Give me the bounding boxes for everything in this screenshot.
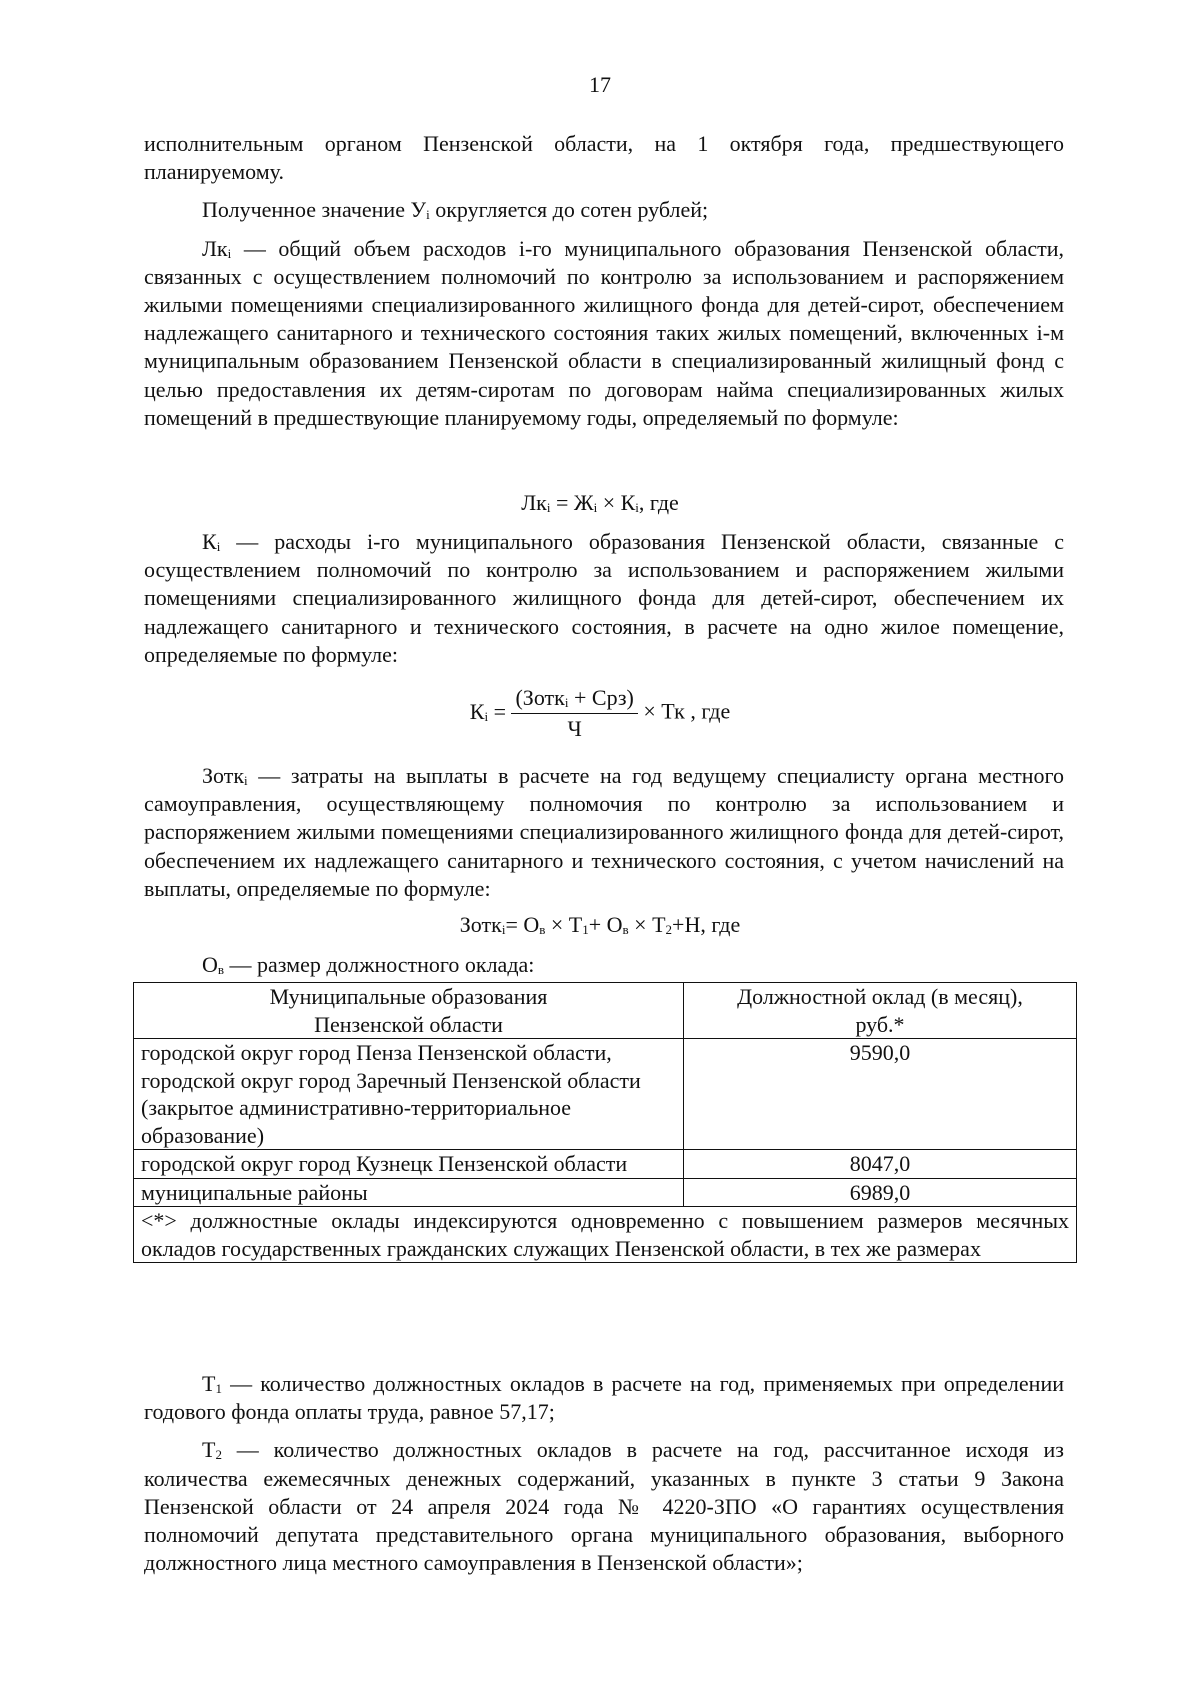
formula-zotk: Зотк$_i$= $О_в \times Т_1+ О_в \times Т_2+Н$, где — [459, 912, 741, 937]
table-cell-municipality: городской округ город Пенза Пензенской области, городской округ город Заречный Пензенской области (закрытое административно-территориальное образование) — [134, 1039, 684, 1150]
text-block-top — [144, 130, 1064, 432]
formula-lk: $Лк_i = Ж_i \times К_i$, где — [521, 490, 679, 515]
paragraph-t1-definition: $Т_1$ — количество должностных окладов в расчете на год, применяемых при определении годового фонда оплаты труда, равное 57,17; — [144, 1371, 1064, 1425]
formula-k-numerator: (Зотк$_i$ + Срз) — [511, 683, 637, 714]
table-note-row — [134, 1207, 1077, 1263]
table-caption: $О_в$ — размер должностного оклада: — [202, 952, 535, 977]
formula-k-rhs: × Тк , где — [643, 698, 731, 724]
text-block-bottom — [144, 1370, 1064, 1577]
paragraph-t2-definition: $Т_2$ — количество должностных окладов в расчете на год, рассчитанное исходя из количества ежемесячных денежных содержаний, указанных в пункте 3 статьи 9 Закона Пензенской области от 24 апреля 2024 года № 4220-ЗПО «О гарантиях осуществления полномочий депутата представительного органа муниципального образования, выборного должностного лица местного самоуправления в Пензенской области»; — [144, 1437, 1064, 1576]
table-header-row — [134, 983, 1077, 1039]
paragraph-zotk-definition: Зотк$_i$ — затраты на выплаты в расчете на год ведущему специалисту органа местного самоуправления, осуществляющему полномочия по контролю за использованием и распоряжением жилыми помещениями специализированного жилищного фонда для детей-сирот, обеспечением их надлежащего санитарного и технического состояния, с учетом начислений на выплаты, определяемые по формуле: — [144, 763, 1064, 901]
table-row — [134, 1150, 1077, 1179]
formula-k — [0, 683, 1200, 744]
table-row — [134, 1178, 1077, 1207]
table-cell-municipality: муниципальные районы — [134, 1178, 684, 1207]
table-header-salary: Должностной оклад (в месяц), руб.* — [684, 983, 1077, 1039]
text-block-k — [144, 528, 1064, 669]
formula-k-fraction — [511, 683, 637, 744]
salary-table — [133, 982, 1077, 1263]
table-note: <*> должностные оклады индексируются одновременно с повышением размеров месячных окладов государственных гражданских служащих Пензенской области, в тех же размерах — [134, 1207, 1077, 1263]
paragraph-k-definition: $К_i$ — расходы i-го муниципального образования Пензенской области, связанные с осуществлением полномочий по контролю за использованием и распоряжением жилыми помещениями специализированного жилищного фонда для детей-сирот, обеспечением их надлежащего санитарного и технического состояния, в расчете на одно жилое помещение, определяемые по формуле: — [144, 529, 1064, 667]
paragraph-lk-definition: $Лк_i$ — общий объем расходов i-го муниципального образования Пензенской области, связанных с осуществлением полномочий по контролю за использованием и распоряжением жилыми помещениями специализированного жилищного фонда для детей-сирот, обеспечением надлежащего санитарного и технического состояния таких жилых помещений, включенных i-м муниципальным образованием Пензенской области в специализированный жилищный фонд с целью предоставления их детям-сиротам по договорам найма специализированных жилых помещений в предшествующие планируемому годы, определяемый по формуле: — [144, 235, 1064, 430]
table-cell-municipality: городской округ город Кузнецк Пензенской области — [134, 1150, 684, 1179]
table-header-municipality: Муниципальные образования Пензенской области — [134, 983, 684, 1039]
paragraph-rounding: Полученное значение $У_i$ округляется до сотен рублей; — [202, 197, 709, 223]
table-cell-salary: 9590,0 — [684, 1039, 1077, 1150]
paragraph-continuation: исполнительным органом Пензенской области, на 1 октября года, предшествующего планируемому. — [144, 131, 1064, 185]
table-cell-salary: 8047,0 — [684, 1150, 1077, 1179]
formula-k-denominator: Ч — [567, 716, 582, 741]
formula-k-lhs: $К_i$ = — [469, 698, 506, 724]
text-block-zotk — [144, 762, 1064, 903]
table-cell-salary: 6989,0 — [684, 1178, 1077, 1207]
page-number: 17 — [589, 72, 611, 97]
table-row — [134, 1039, 1077, 1150]
